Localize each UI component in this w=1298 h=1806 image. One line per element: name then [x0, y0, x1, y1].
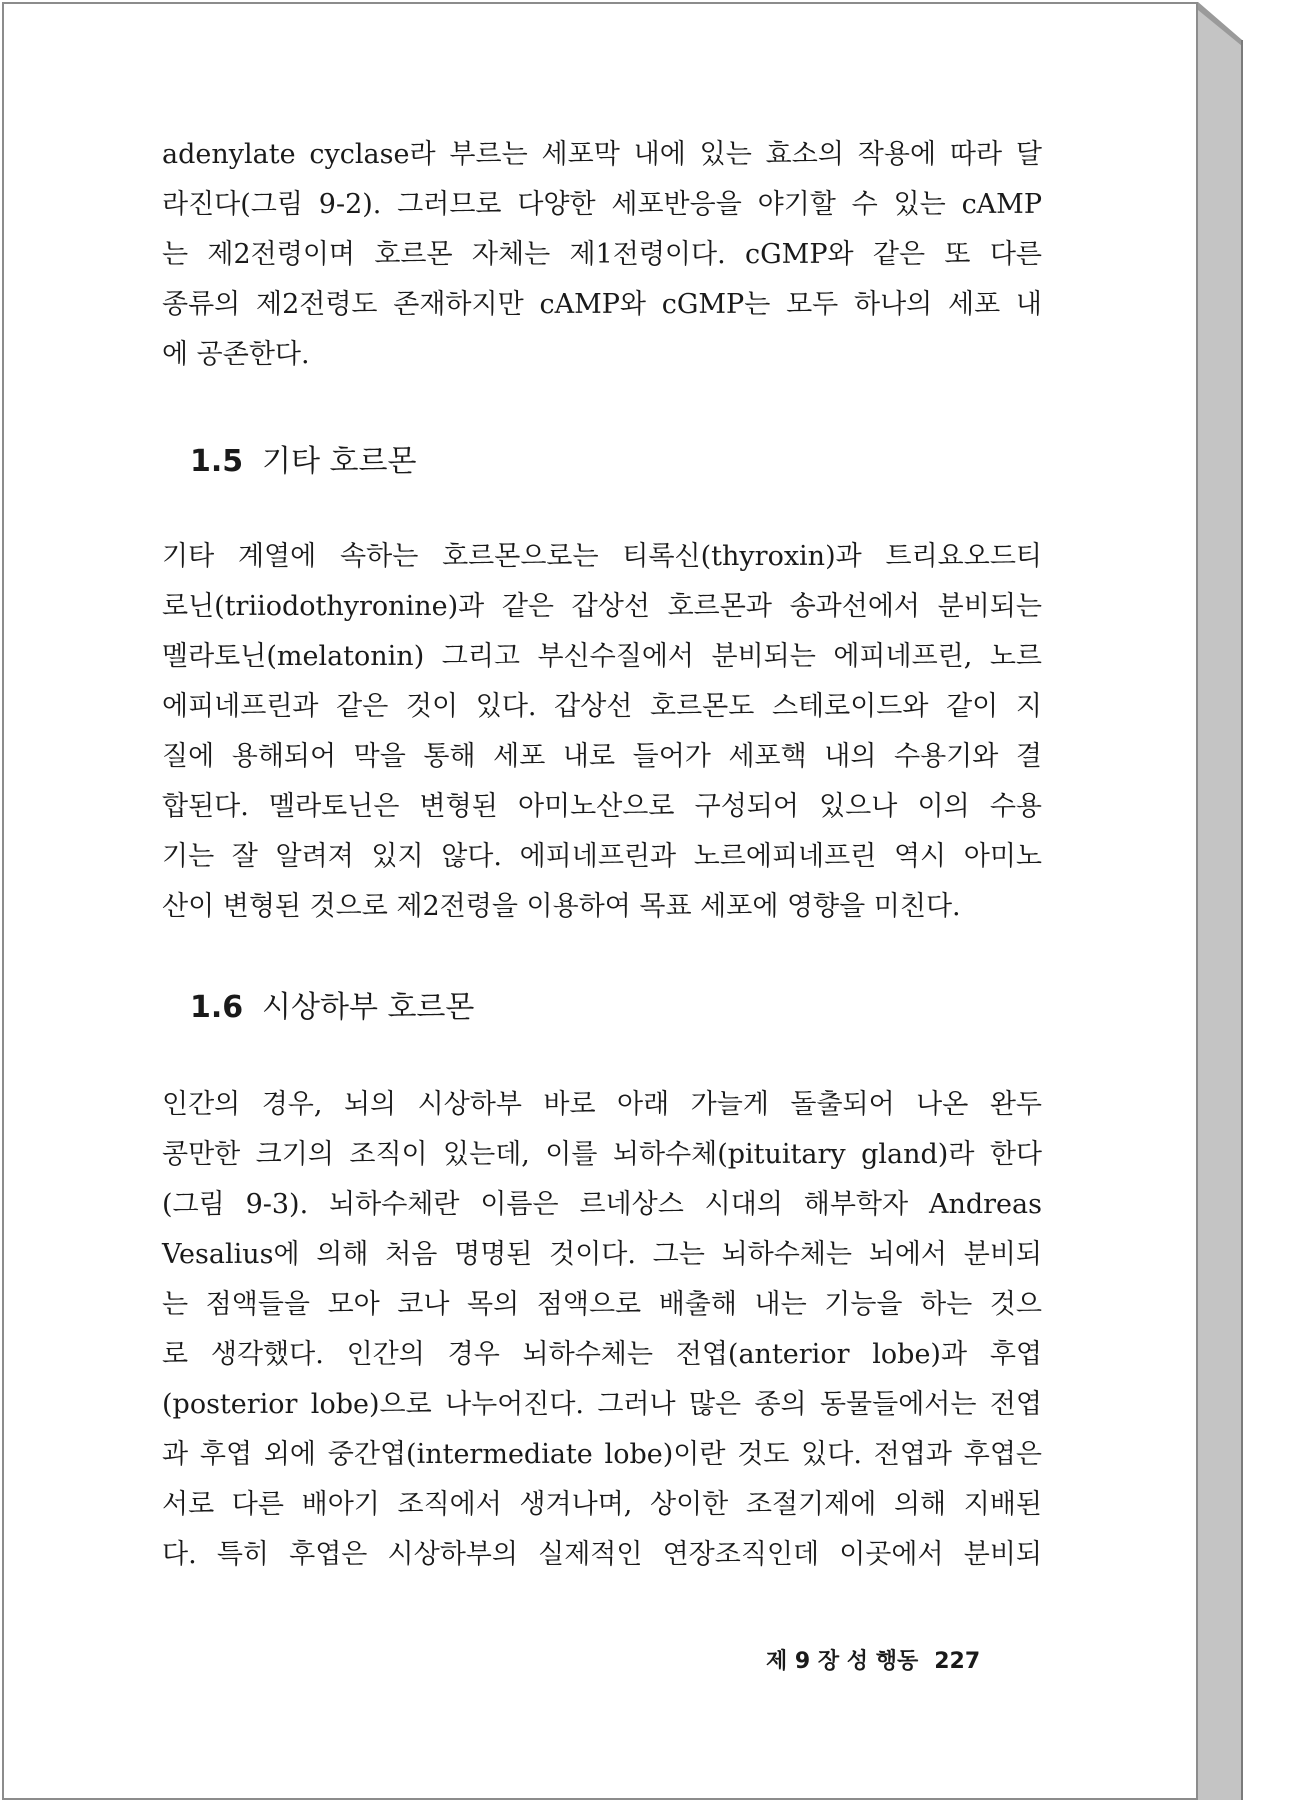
page-footer	[766, 1644, 980, 1675]
text-line: 인간의 경우, 뇌의 시상하부 바로 아래 가늘게 돌출되어 나온 완두	[162, 1089, 1042, 1120]
text-line: 에 공존한다.	[162, 339, 310, 370]
paragraph-other-hormones	[162, 532, 1042, 932]
text-line: 는 점액들을 모아 코나 목의 점액으로 배출해 내는 기능을 하는 것으	[162, 1289, 1042, 1320]
text-line: Vesalius에 의해 처음 명명된 것이다. 그는 뇌하수체는 뇌에서 분비되	[162, 1239, 1042, 1270]
text-line: 라진다(그림 9-2). 그러므로 다양한 세포반응을 야기할 수 있는 cAMP	[162, 189, 1042, 220]
text-line: 서로 다른 배아기 조직에서 생겨나며, 상이한 조절기제에 의해 지배된	[162, 1489, 1042, 1520]
text-line: 질에 용해되어 막을 통해 세포 내로 들어가 세포핵 내의 수용기와 결	[162, 741, 1042, 772]
text-line: 기타 계열에 속하는 호르몬으로는 티록신(thyroxin)과 트리요오드티	[162, 541, 1042, 572]
text-line: 다. 특히 후엽은 시상하부의 실제적인 연장조직인데 이곳에서 분비되	[162, 1539, 1042, 1570]
section-number: 1.6	[190, 990, 244, 1025]
page-edge-shadow	[1198, 2, 1248, 1800]
text-line: 합된다. 멜라토닌은 변형된 아미노산으로 구성되어 있으나 이의 수용	[162, 791, 1042, 822]
section-title: 기타 호르몬	[262, 444, 417, 479]
section-heading-1-5	[190, 436, 416, 480]
section-heading-1-6	[190, 982, 474, 1026]
page-number: 227	[934, 1649, 981, 1674]
text-line: 멜라토닌(melatonin) 그리고 부신수질에서 분비되는 에피네프린, 노르	[162, 641, 1042, 672]
text-line: 로 생각했다. 인간의 경우 뇌하수체는 전엽(anterior lobe)과 후엽	[162, 1339, 1042, 1370]
text-line: 는 제2전령이며 호르몬 자체는 제1전령이다. cGMP와 같은 또 다른	[162, 239, 1042, 270]
text-line: 로닌(triiodothyronine)과 같은 갑상선 호르몬과 송과선에서 분비되는	[162, 591, 1042, 622]
text-line: adenylate cyclase라 부르는 세포막 내에 있는 효소의 작용에 따라 달	[162, 139, 1042, 170]
text-line: 콩만한 크기의 조직이 있는데, 이를 뇌하수체(pituitary gland)라 한다	[162, 1139, 1042, 1170]
text-line: 산이 변형된 것으로 제2전령을 이용하여 목표 세포에 영향을 미친다.	[162, 891, 961, 922]
section-title: 시상하부 호르몬	[262, 990, 475, 1025]
text-line: (posterior lobe)으로 나누어진다. 그러나 많은 종의 동물들에서는 전엽	[162, 1389, 1042, 1420]
chapter-label: 제 9 장 성 행동	[766, 1649, 919, 1674]
text-line: 에피네프린과 같은 것이 있다. 갑상선 호르몬도 스테로이드와 같이 지	[162, 691, 1042, 722]
section-number: 1.5	[190, 444, 244, 479]
paragraph-hypothalamus	[162, 1080, 1042, 1580]
paragraph-intro	[162, 130, 1042, 380]
text-line: 과 후엽 외에 중간엽(intermediate lobe)이란 것도 있다. 전엽과 후엽은	[162, 1439, 1042, 1470]
text-line: 기는 잘 알려져 있지 않다. 에피네프린과 노르에피네프린 역시 아미노	[162, 841, 1042, 872]
text-line: (그림 9-3). 뇌하수체란 이름은 르네상스 시대의 해부학자 Andreas	[162, 1189, 1042, 1220]
text-line: 종류의 제2전령도 존재하지만 cAMP와 cGMP는 모두 하나의 세포 내	[162, 289, 1042, 320]
